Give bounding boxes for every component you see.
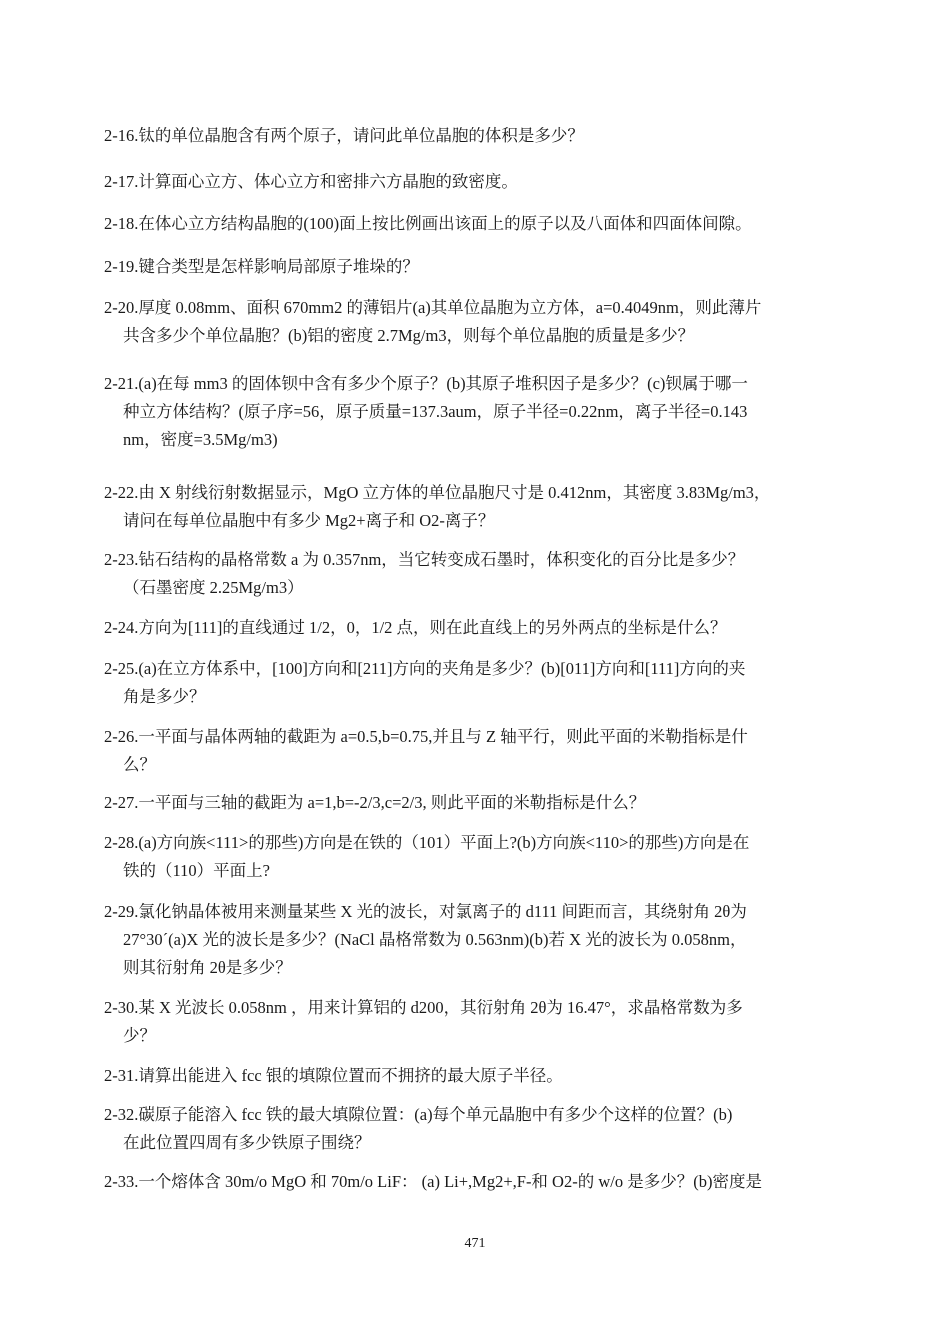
problem-line: 角是多少？ (123, 687, 206, 706)
problem-line: 少？ (123, 1026, 156, 1045)
problem-2-26 (104, 723, 852, 779)
problem-line: 么？ (123, 755, 156, 774)
problem-line: （石墨密度 2.25Mg/m3） (123, 578, 304, 597)
problem-2-17 (104, 168, 852, 196)
problem-2-29 (104, 898, 852, 982)
problem-line: 27°30´(a)X 光的波长是多少？(NaCl 晶格常数为 0.563nm)(b)若 X 光的波长为 0.058nm， (123, 930, 747, 949)
problem-line: 2-28.(a)方向族<111>的那些)方向是在铁的（101）平面上?(b)方向族<110>的那些)方向是在 (104, 833, 750, 852)
problem-2-22 (104, 479, 852, 535)
problem-line: 2-33.一个熔体含 30m/o MgO 和 70m/o LiF： (a) Li+,Mg2+,F-和 O2-的 w/o 是多少？(b)密度是 (104, 1172, 762, 1191)
problem-line: 2-26.一平面与晶体两轴的截距为 a=0.5,b=0.75,并且与 Z 轴平行，则此平面的米勒指标是什 (104, 727, 748, 746)
problem-line: 2-22.由 X 射线衍射数据显示，MgO 立方体的单位晶胞尺寸是 0.412nm，其密度 3.83Mg/m3， (104, 483, 771, 502)
problem-line: 2-31.请算出能进入 fcc 银的填隙位置而不拥挤的最大原子半径。 (104, 1066, 563, 1085)
problem-2-32 (104, 1101, 852, 1157)
problem-2-23 (104, 546, 852, 602)
problem-2-28 (104, 829, 852, 885)
problem-2-21 (104, 370, 852, 454)
page-number: 471 (464, 1236, 486, 1251)
problem-line: 种立方体结构？(原子序=56，原子质量=137.3aum，原子半径=0.22nm，离子半径=0.143 (123, 402, 748, 421)
problem-2-27 (104, 789, 852, 817)
problem-2-18 (104, 210, 852, 238)
problem-2-16 (104, 122, 852, 150)
problem-line: 则其衍射角 2θ是多少？ (123, 958, 292, 977)
problem-line: 铁的（110）平面上? (123, 861, 270, 880)
problem-line: 2-19.键合类型是怎样影响局部原子堆垛的？ (104, 257, 419, 276)
problem-line: 共含多少个单位晶胞？(b)铝的密度 2.7Mg/m3，则每个单位晶胞的质量是多少？ (123, 326, 695, 345)
problem-line: 2-29.氯化钠晶体被用来测量某些 X 光的波长，对氯离子的 d111 间距而言，其绕射角 2θ为 (104, 902, 747, 921)
problem-line: 在此位置四周有多少铁原子围绕？ (123, 1133, 371, 1152)
problem-line: 请问在每单位晶胞中有多少 Mg2+离子和 O2-离子？ (123, 511, 495, 530)
problem-line: 2-21.(a)在每 mm3 的固体钡中含有多少个原子？(b)其原子堆积因子是多少？(c)钡属于哪一 (104, 374, 748, 393)
problem-line: 2-23.钻石结构的晶格常数 a 为 0.357nm，当它转变成石墨时，体积变化的百分比是多少？ (104, 550, 745, 569)
problem-line: nm，密度=3.5Mg/m3) (123, 430, 278, 449)
problem-2-20 (104, 294, 852, 350)
problem-line: 2-20.厚度 0.08mm、面积 670mm2 的薄铝片(a)其单位晶胞为立方体，a=0.4049nm，则此薄片 (104, 298, 762, 317)
problem-line: 2-24.方向为[111]的直线通过 1/2，0，1/2 点，则在此直线上的另外两点的坐标是什么？ (104, 618, 727, 637)
problem-line: 2-32.碳原子能溶入 fcc 铁的最大填隙位置：(a)每个单元晶胞中有多少个这样的位置？(b) (104, 1105, 733, 1124)
problem-2-19 (104, 253, 852, 281)
problem-2-25 (104, 655, 852, 711)
problem-line: 2-17.计算面心立方、体心立方和密排六方晶胞的致密度。 (104, 172, 518, 191)
problem-line: 2-27.一平面与三轴的截距为 a=1,b=-2/3,c=2/3, 则此平面的米勒指标是什么？ (104, 793, 646, 812)
problem-line: 2-18.在体心立方结构晶胞的(100)面上按比例画出该面上的原子以及八面体和四面体间隙。 (104, 214, 752, 233)
problem-2-33 (104, 1168, 852, 1196)
problem-line: 2-16.钛的单位晶胞含有两个原子，请问此单位晶胞的体积是多少？ (104, 126, 584, 145)
problem-line: 2-25.(a)在立方体系中，[100]方向和[211]方向的夹角是多少？(b)[011]方向和[111]方向的夹 (104, 659, 746, 678)
problem-2-30 (104, 994, 852, 1050)
problem-2-31 (104, 1062, 852, 1090)
problem-line: 2-30.某 X 光波长 0.058nm ，用来计算铝的 d200，其衍射角 2θ为 16.47°，求晶格常数为多 (104, 998, 743, 1017)
problem-2-24 (104, 614, 852, 642)
